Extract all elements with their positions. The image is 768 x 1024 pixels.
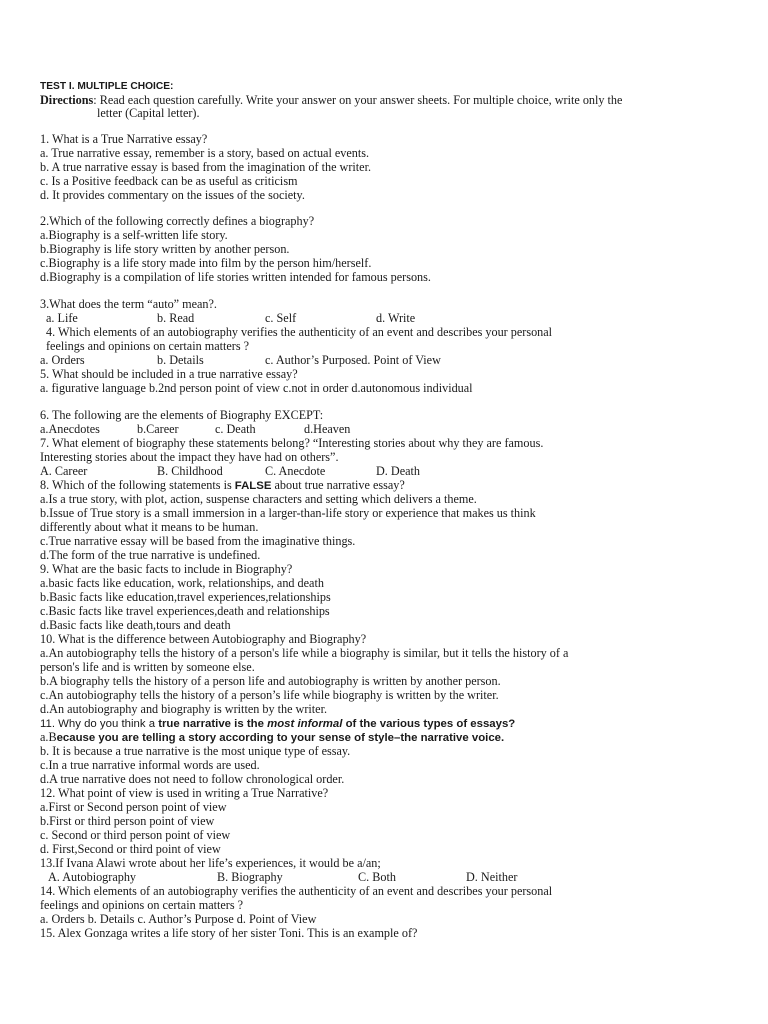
q13-option-c: C. Both [358, 870, 396, 884]
directions-text: : Read each question carefully. Write your answer on your answer sheets. For multiple choice, write only the [93, 93, 623, 107]
q7-question-1: 7. What element of biography these statements belong? “Interesting stories about why they are famous. [40, 436, 544, 450]
q8-question-false: FALSE [234, 480, 272, 492]
q4-option-b: b. Details [157, 353, 204, 367]
q8-option-a: a.Is a true story, with plot, action, suspense characters and setting which delivers a theme. [40, 492, 477, 506]
q9-option-b: b.Basic facts like education,travel experiences,relationships [40, 590, 331, 604]
q5-options: a. figurative language b.2nd person point of view c.not in order d.autonomous individual [40, 381, 473, 395]
q4-option-a: a. Orders [40, 353, 85, 367]
q11-option-a [40, 730, 504, 745]
q3-option-d: d. Write [376, 311, 416, 325]
q11-question-bold-1: true narrative is the [158, 718, 268, 730]
q4-question-1: 4. Which elements of an autobiography verifies the authenticity of an event and describes your personal [46, 325, 553, 339]
q11-question-pre: 11. Why do you think a [40, 718, 159, 730]
q5-question: 5. What should be included in a true narrative essay? [40, 367, 298, 381]
q9-option-d: d.Basic facts like death,tours and death [40, 618, 231, 632]
q14-options: a. Orders b. Details c. Author’s Purpose d. Point of View [40, 912, 317, 926]
q10-option-d: d.An autobiography and biography is written by the writer. [40, 702, 328, 716]
q8-option-b-1: b.Issue of True story is a small immersion in a larger-than-life story or experience that makes us think [40, 506, 536, 520]
q8-option-c: c.True narrative essay will be based from the imaginative things. [40, 534, 356, 548]
q11-option-a-bold: ecause you are telling a story according to your sense of style–the narrative voice. [56, 732, 505, 744]
q10-question: 10. What is the difference between Autobiography and Biography? [40, 632, 367, 646]
directions-line [40, 93, 622, 107]
q4-option-c: c. Author’s Purposed. Point of View [265, 353, 441, 367]
q1-option-b: b. A true narrative essay is based from the imagination of the writer. [40, 160, 372, 174]
q14-question-1: 14. Which elements of an autobiography verifies the authenticity of an event and describes your personal [40, 884, 553, 898]
q12-question: 12. What point of view is used in writing a True Narrative? [40, 786, 329, 800]
q6-option-c: c. Death [215, 422, 256, 436]
q3-option-a: a. Life [46, 311, 78, 325]
q2-option-b: b.Biography is life story written by another person. [40, 242, 290, 256]
q2-option-a: a.Biography is a self-written life story. [40, 228, 228, 242]
q7-option-a: A. Career [40, 464, 88, 478]
q1-option-a: a. True narrative essay, remember is a story, based on actual events. [40, 146, 370, 160]
q3-option-c: c. Self [265, 311, 297, 325]
q12-option-b: b.First or third person point of view [40, 814, 215, 828]
q12-option-a: a.First or Second person point of view [40, 800, 227, 814]
q12-option-d: d. First,Second or third point of view [40, 842, 221, 856]
q10-option-a-1: a.An autobiography tells the history of a person's life while a biography is similar, but it tells the history of a [40, 646, 569, 660]
test-title: TEST I. MULTIPLE CHOICE: [40, 81, 174, 92]
q6-option-b: b.Career [137, 422, 179, 436]
q11-question-italic: most informal [267, 718, 343, 730]
q1-option-c: c. Is a Positive feedback can be as useful as criticism [40, 174, 298, 188]
q9-option-a: a.basic facts like education, work, relationships, and death [40, 576, 324, 590]
q6-question: 6. The following are the elements of Biography EXCEPT: [40, 408, 324, 422]
q8-question-post: about true narrative essay? [271, 478, 405, 492]
q3-option-b: b. Read [157, 311, 195, 325]
q2-question: 2.Which of the following correctly defines a biography? [40, 214, 315, 228]
q10-option-c: c.An autobiography tells the history of a person’s life while biography is written by the writer. [40, 688, 499, 702]
q11-option-c: c.In a true narrative informal words are used. [40, 758, 260, 772]
q15-question: 15. Alex Gonzaga writes a life story of her sister Toni. This is an example of? [40, 926, 418, 940]
q4-question-2: feelings and opinions on certain matters ? [46, 339, 250, 353]
q13-question: 13.If Ivana Alawi wrote about her life’s experiences, it would be a/an; [40, 856, 381, 870]
directions-label: Directions [40, 93, 94, 107]
q14-question-2: feelings and opinions on certain matters ? [40, 898, 244, 912]
q11-option-b: b. It is because a true narrative is the most unique type of essay. [40, 744, 351, 758]
q13-option-a: A. Autobiography [48, 870, 137, 884]
q11-question [40, 716, 515, 731]
q9-question: 9. What are the basic facts to include in Biography? [40, 562, 293, 576]
q8-option-d: d.The form of the true narrative is undefined. [40, 548, 261, 562]
q10-option-b: b.A biography tells the history of a person life and autobiography is written by another person. [40, 674, 501, 688]
q13-option-d: D. Neither [466, 870, 518, 884]
q8-option-b-2: differently about what it means to be human. [40, 520, 259, 534]
q1-question: 1. What is a True Narrative essay? [40, 132, 208, 146]
q11-option-d: d.A true narrative does not need to follow chronological order. [40, 772, 345, 786]
q7-option-d: D. Death [376, 464, 420, 478]
q3-question: 3.What does the term “auto” mean?. [40, 297, 217, 311]
q8-question-pre: 8. Which of the following statements is [40, 478, 235, 492]
q12-option-c: c. Second or third person point of view [40, 828, 231, 842]
q11-question-bold-2: of the various types of essays? [342, 718, 516, 730]
q7-question-2: Interesting stories about the impact they have had on others”. [40, 450, 339, 464]
q9-option-c: c.Basic facts like travel experiences,death and relationships [40, 604, 330, 618]
q2-option-c: c.Biography is a life story made into film by the person him/herself. [40, 256, 372, 270]
q8-question [40, 478, 405, 493]
q13-option-b: B. Biography [217, 870, 283, 884]
q2-option-d: d.Biography is a compilation of life stories written intended for famous persons. [40, 270, 431, 284]
q7-option-c: C. Anecdote [265, 464, 326, 478]
q7-option-b: B. Childhood [157, 464, 223, 478]
q1-option-d: d. It provides commentary on the issues of the society. [40, 188, 305, 202]
q10-option-a-2: person's life and is written by someone else. [40, 660, 255, 674]
directions-text-2: letter (Capital letter). [97, 106, 200, 120]
q6-option-d: d.Heaven [304, 422, 351, 436]
q6-option-a: a.Anecdotes [40, 422, 100, 436]
q11-option-a-pre: a.B [40, 730, 57, 744]
